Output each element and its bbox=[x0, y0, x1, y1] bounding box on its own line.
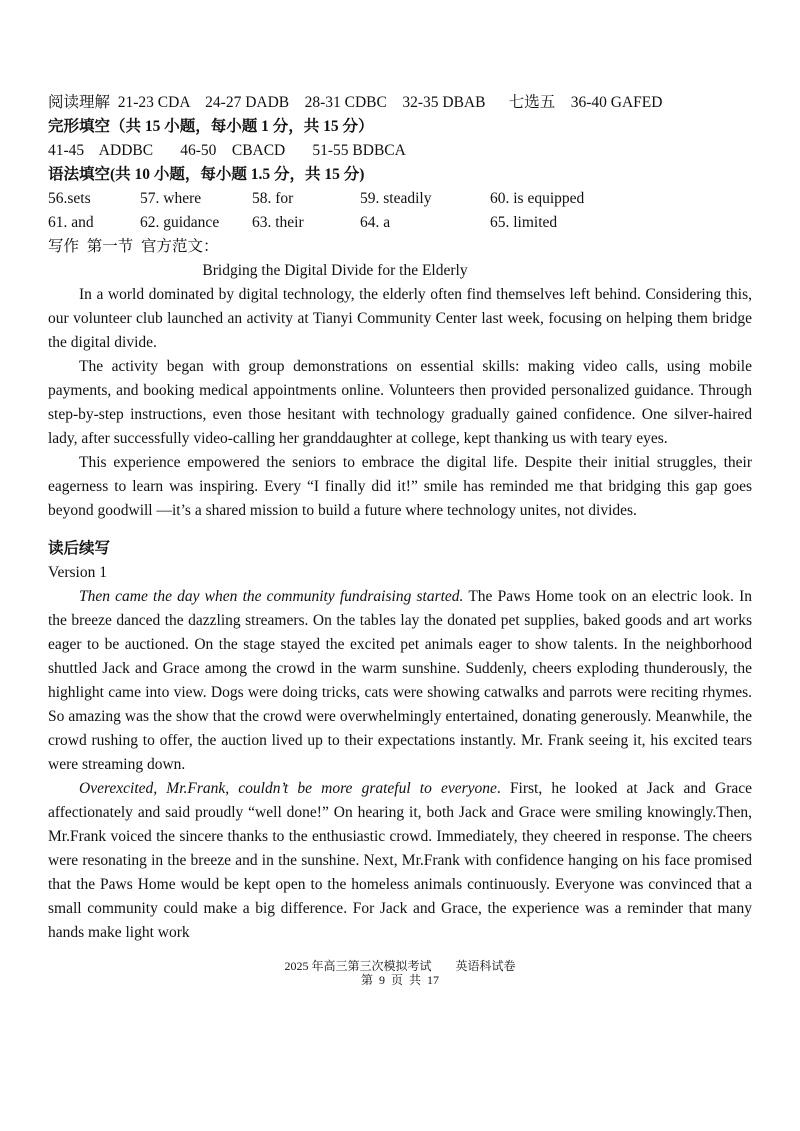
continuation-heading: 读后续写 bbox=[48, 540, 111, 557]
answer: 60. is equipped bbox=[490, 190, 585, 207]
version-label: Version 1 bbox=[48, 564, 107, 581]
answer-key bbox=[48, 91, 752, 523]
paragraph-body: . First, he looked at Jack and Grace affectionately and said proudly “well done!” On hearing it, both Jack and Grace were smiling knowingly.Then, Mr.Frank voiced the sincere thanks to the enthusiastic crowd. Immediately, they cheered in response. The cheers were resonating in the breeze and in the sunshine. Next, Mr.Frank with confidence hanging on his face promised that the Paws Home would be kept open to the homeless animals continuously. Everyone was convinced that a small community could make a big difference. For Jack and Grace, the experience was a reminder that many hands make light work bbox=[48, 780, 752, 941]
story-paragraph bbox=[48, 585, 752, 777]
answer: 58. for bbox=[252, 190, 294, 207]
reading-answers: 阅读理解 21-23 CDA 24-27 DADB 28-31 CDBC 32-35 DBAB 七选五 36-40 GAFED bbox=[48, 94, 663, 111]
continuation-section bbox=[48, 537, 752, 945]
paragraph-body: The Paws Home took on an electric look. In the breeze danced the dazzling streamers. On the tables lay the donated pet supplies, baked goods and art works eager to be auctioned. On the stage stayed the excited pet animals eager to show talents. In the neighborhood shuttled Jack and Grace among the crowd in the warm sunshine. Suddenly, cheers exploding thunderously, the highlight came into view. Dogs were doing tricks, cats were showing catwalks and parrots were reciting rhymes. So amazing was the show that the crowd were overwhelmingly entertained, donating generously. Meanwhile, the crowd rushing to offer, the auction lived up to their expectations instantly. Mr. Frank seeing it, his excited tears were streaming down. bbox=[48, 588, 752, 773]
answer: 64. a bbox=[360, 214, 391, 231]
essay-title: Bridging the Digital Divide for the Elderly bbox=[202, 262, 468, 279]
grammar-row-2 bbox=[48, 211, 752, 235]
page-footer bbox=[48, 959, 752, 987]
story-paragraph bbox=[48, 777, 752, 945]
answer: 63. their bbox=[252, 214, 304, 231]
answer: 56.sets bbox=[48, 190, 91, 207]
cloze-answers: 41-45 ADDBC 46-50 CBACD 51-55 BDBCA bbox=[48, 142, 406, 159]
answer: 61. and bbox=[48, 214, 94, 231]
essay-paragraph: In a world dominated by digital technology, the elderly often find themselves left behind. Considering this, our volunteer club launched an activity at Tianyi Community Center last week, focusing on helping them bridge the digital divide. bbox=[48, 286, 752, 351]
page-number: 第 9 页 共 17 bbox=[360, 973, 439, 987]
grammar-heading: 语法填空(共 10 小题，每小题 1.5 分，共 15 分) bbox=[48, 166, 365, 183]
grammar-row-1 bbox=[48, 187, 752, 211]
exam-title: 2025 年高三第三次模拟考试 英语科试卷 bbox=[284, 959, 516, 973]
answer: 59. steadily bbox=[360, 190, 432, 207]
writing-heading: 写作 第一节 官方范文： bbox=[48, 238, 219, 255]
essay-paragraph: The activity began with group demonstrations on essential skills: making video calls, using mobile payments, and booking medical appointments online. Volunteers then provided personalized guidance. Through step-by-step instructions, even those hesitant with technology gradually gained confidence. One silver-haired lady, after successfully video-calling her granddaughter at college, kept thanking us with teary eyes. bbox=[48, 358, 752, 447]
essay-paragraph: This experience empowered the seniors to embrace the digital life. Despite their initial struggles, their eagerness to learn was inspiring. Every “I finally did it!” smile has reminded me that bridging this gap goes beyond goodwill —it’s a shared mission to build a future where technology unites, not divides. bbox=[48, 454, 752, 519]
cloze-heading: 完形填空（共 15 小题，每小题 1 分，共 15 分） bbox=[48, 118, 374, 135]
answer: 62. guidance bbox=[140, 214, 220, 231]
answer: 57. where bbox=[140, 190, 202, 207]
paragraph-lead: Then came the day when the community fundraising started. bbox=[79, 588, 464, 605]
paragraph-lead: Overexcited, Mr.Frank, couldn’t be more grateful to everyone bbox=[79, 780, 497, 797]
answer: 65. limited bbox=[490, 214, 558, 231]
